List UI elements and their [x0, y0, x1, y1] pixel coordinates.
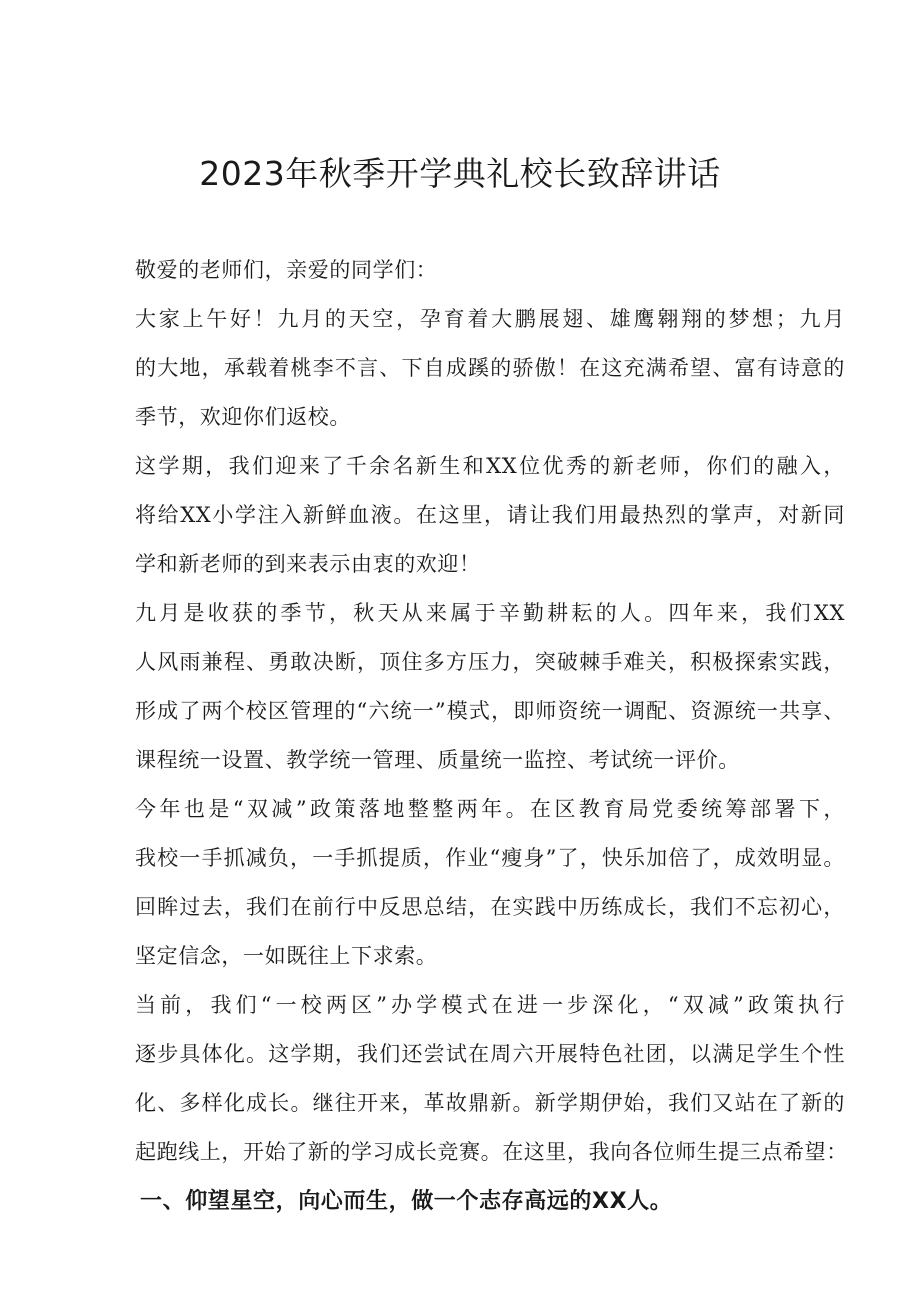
paragraph-welcome [93, 442, 845, 589]
text-line: 起跑线上，开始了新的学习成长竞赛。在这里，我向各位师生提三点希望： [135, 1140, 848, 1164]
text-line: 化、多样化成长。继往开来，革故鼎新。新学期伊始，我们又站在了新的 [135, 1091, 845, 1115]
text-line: 形成了两个校区管理的“六统一”模式，即师资统一调配、资源统一共享、 [135, 699, 845, 723]
paragraph-harvest [93, 589, 845, 785]
section-heading-1: 一、仰望星空，向心而生，做一个志存高远的XX人。 [140, 1189, 673, 1214]
text-line: 课程统一设置、教学统一管理、质量统一监控、考试统一评价。 [135, 748, 740, 772]
text-line: 季节，欢迎你们返校。 [135, 405, 351, 429]
paragraph-double-reduction [93, 785, 845, 981]
document-title: 2023年秋季开学典礼校长致辞讲话 [199, 154, 721, 193]
text-line: 坚定信念，一如既往上下求索。 [135, 944, 438, 968]
paragraph-salutation [93, 246, 845, 295]
text-line: 九月是收获的季节，秋天从来属于辛勤耕耘的人。四年来，我们XX [135, 601, 845, 625]
text-line: 逐步具体化。这学期，我们还尝试在周六开展特色社团，以满足学生个性 [135, 1042, 845, 1066]
text-line: 我校一手抓减负，一手抓提质，作业“瘦身”了，快乐加倍了，成效明显。 [135, 846, 845, 870]
text-line: 敬爱的老师们，亲爱的同学们： [135, 258, 438, 282]
text-line: 人风雨兼程、勇敢决断，顶住多方压力，突破棘手难关，积极探索实践， [135, 650, 845, 674]
text-line: 大家上午好！九月的天空，孕育着大鹏展翅、雄鹰翱翔的梦想；九月 [135, 307, 845, 331]
document-body [93, 246, 848, 1227]
text-line: 今年也是“双减”政策落地整整两年。在区教育局党委统筹部署下， [135, 797, 845, 821]
text-line: 这学期，我们迎来了千余名新生和XX位优秀的新老师，你们的融入， [135, 454, 845, 478]
paragraph-greeting [93, 295, 845, 442]
text-line: 回眸过去，我们在前行中反思总结，在实践中历练成长，我们不忘初心， [135, 895, 845, 919]
text-line: 学和新老师的到来表示由衷的欢迎！ [135, 552, 481, 576]
text-line: 将给XX小学注入新鲜血液。在这里，请让我们用最热烈的掌声，对新同 [135, 503, 845, 527]
paragraph-current [93, 981, 848, 1177]
text-line: 的大地，承载着桃李不言、下自成蹊的骄傲！在这充满希望、富有诗意的 [135, 356, 845, 380]
text-line: 当前，我们“一校两区”办学模式在进一步深化，“双减”政策执行 [135, 993, 845, 1017]
